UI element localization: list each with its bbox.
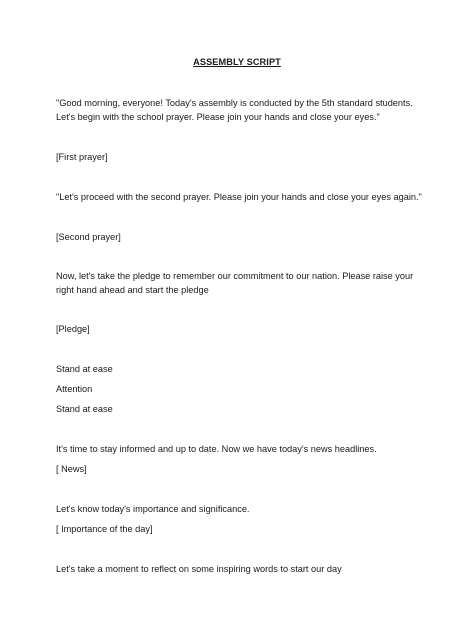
command-stand-at-ease-1: Stand at ease <box>56 364 113 374</box>
news-cue: [ News] <box>56 464 87 474</box>
document-title: ASSEMBLY SCRIPT <box>193 57 281 67</box>
pledge-intro-line-2: right hand ahead and start the pledge <box>56 285 209 295</box>
importance-intro: Let's know today's importance and significance. <box>56 504 250 514</box>
pledge-cue: [Pledge] <box>56 324 90 334</box>
intro-line-2: Let's begin with the school prayer. Please join your hands and close your eyes." <box>56 112 380 122</box>
first-prayer-cue: [First prayer] <box>56 152 108 162</box>
second-prayer-intro: "Let's proceed with the second prayer. Please join your hands and close your eyes again." <box>56 192 422 202</box>
importance-cue: [ Importance of the day] <box>56 524 153 534</box>
news-intro: It's time to stay informed and up to date. Now we have today's news headlines. <box>56 444 377 454</box>
thought-intro: Let's take a moment to reflect on some inspiring words to start our day <box>56 564 342 574</box>
pledge-intro-line-1: Now, let's take the pledge to remember our commitment to our nation. Please raise your <box>56 271 414 281</box>
command-stand-at-ease-2: Stand at ease <box>56 404 113 414</box>
command-attention: Attention <box>56 384 93 394</box>
second-prayer-cue: [Second prayer] <box>56 232 121 242</box>
intro-line-1: "Good morning, everyone! Today's assembly is conducted by the 5th standard students. <box>56 98 413 108</box>
